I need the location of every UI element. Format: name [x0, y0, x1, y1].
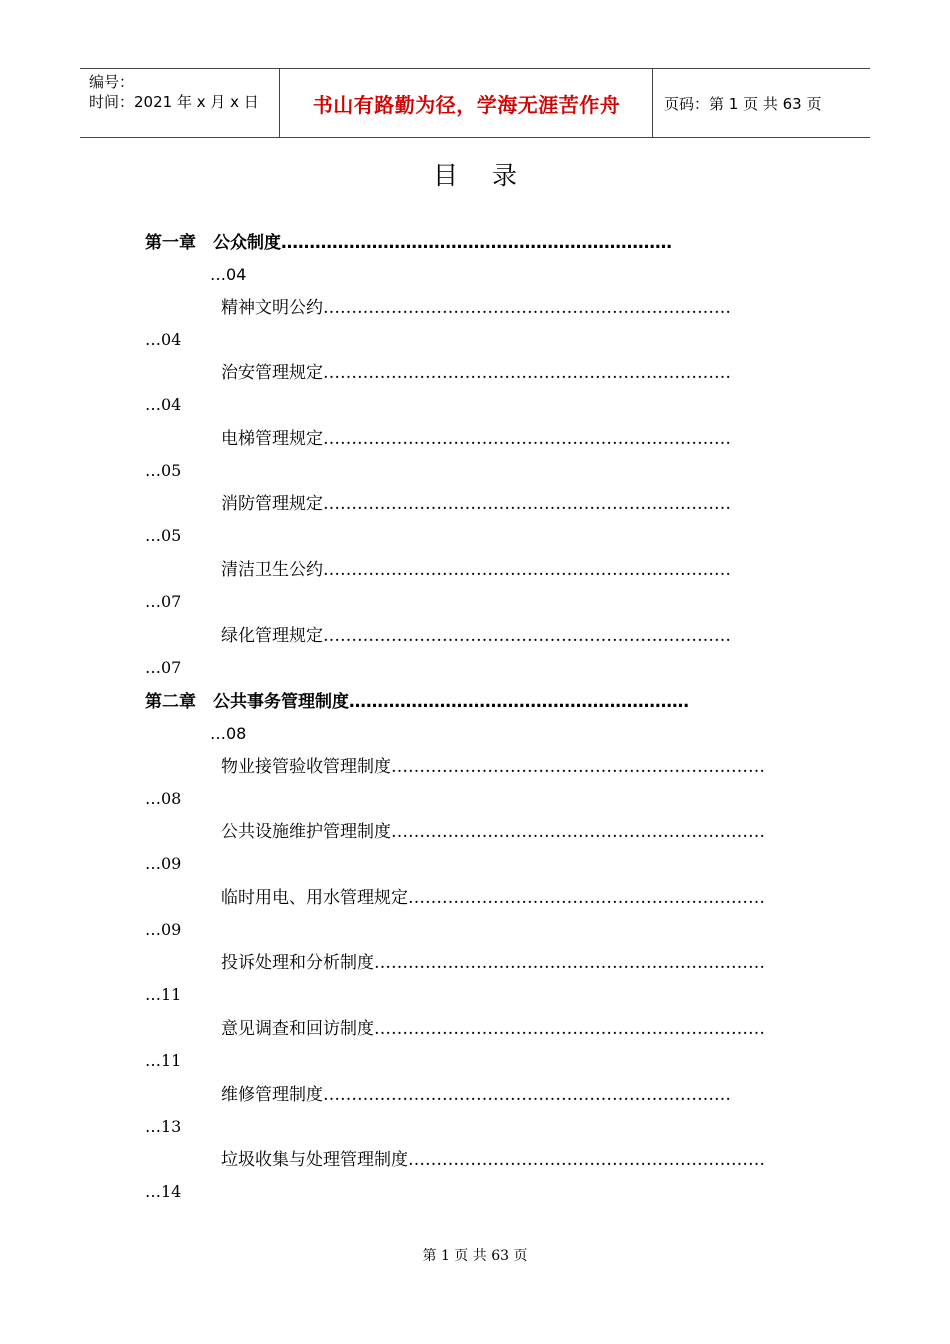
toc-page-number: …14	[145, 1182, 182, 1201]
header-table	[80, 68, 870, 138]
toc-section-entry[interactable]: 电梯管理规定………………………………………………………………	[221, 429, 731, 449]
toc-page-number: …09	[145, 920, 182, 939]
toc-page-number: …04	[145, 330, 182, 349]
toc-chapter-entry[interactable]: 第二章 公共事务管理制度……………………………………………………	[145, 692, 689, 712]
toc-chapter-entry[interactable]: 第一章 公众制度……………………………………………………………	[145, 233, 672, 253]
toc-page-number: …04	[210, 265, 247, 284]
toc-section-entry[interactable]: 物业接管验收管理制度…………………………………………………………	[221, 757, 765, 777]
toc-page-number: …05	[145, 526, 182, 545]
toc-page-number: …08	[145, 789, 182, 808]
page-footer: 第 1 页 共 63 页	[422, 1248, 528, 1264]
toc-section-entry[interactable]: 临时用电、用水管理规定………………………………………………………	[221, 888, 765, 908]
toc-section-entry[interactable]: 垃圾收集与处理管理制度………………………………………………………	[221, 1150, 765, 1170]
page-info: 页码：第 1 页 共 63 页	[664, 94, 822, 113]
page-title: 目录	[432, 161, 551, 190]
toc-section-entry[interactable]: 公共设施维护管理制度…………………………………………………………	[221, 822, 765, 842]
number-label: 编号：	[89, 73, 135, 91]
header-motto-cell	[281, 69, 653, 137]
toc-section-entry[interactable]: 意见调查和回访制度……………………………………………………………	[221, 1019, 765, 1039]
toc-section-entry[interactable]: 清洁卫生公约………………………………………………………………	[221, 560, 731, 580]
toc-section-entry[interactable]: 投诉处理和分析制度……………………………………………………………	[221, 953, 765, 973]
toc-page-number: …05	[145, 461, 182, 480]
header-page-cell	[654, 69, 870, 137]
toc-section-entry[interactable]: 消防管理规定………………………………………………………………	[221, 494, 731, 514]
toc-section-entry[interactable]: 维修管理制度………………………………………………………………	[221, 1085, 731, 1105]
toc-page-number: …13	[145, 1117, 182, 1136]
toc-page-number: …09	[145, 854, 182, 873]
toc-page-number: …08	[210, 724, 247, 743]
toc-section-entry[interactable]: 精神文明公约………………………………………………………………	[221, 298, 731, 318]
toc-section-entry[interactable]: 治安管理规定………………………………………………………………	[221, 363, 731, 383]
toc-page-number: …07	[145, 592, 182, 611]
toc-page-number: …11	[145, 985, 182, 1004]
header-meta-cell	[80, 69, 280, 137]
time-label: 时间：2021 年 x 月 x 日	[89, 93, 259, 111]
toc-page-number: …04	[145, 395, 182, 414]
motto: 书山有路勤为径，学海无涯苦作舟	[312, 92, 621, 117]
toc-page-number: …07	[145, 658, 182, 677]
toc-page-number: …11	[145, 1051, 182, 1070]
toc-section-entry[interactable]: 绿化管理规定………………………………………………………………	[221, 626, 731, 646]
